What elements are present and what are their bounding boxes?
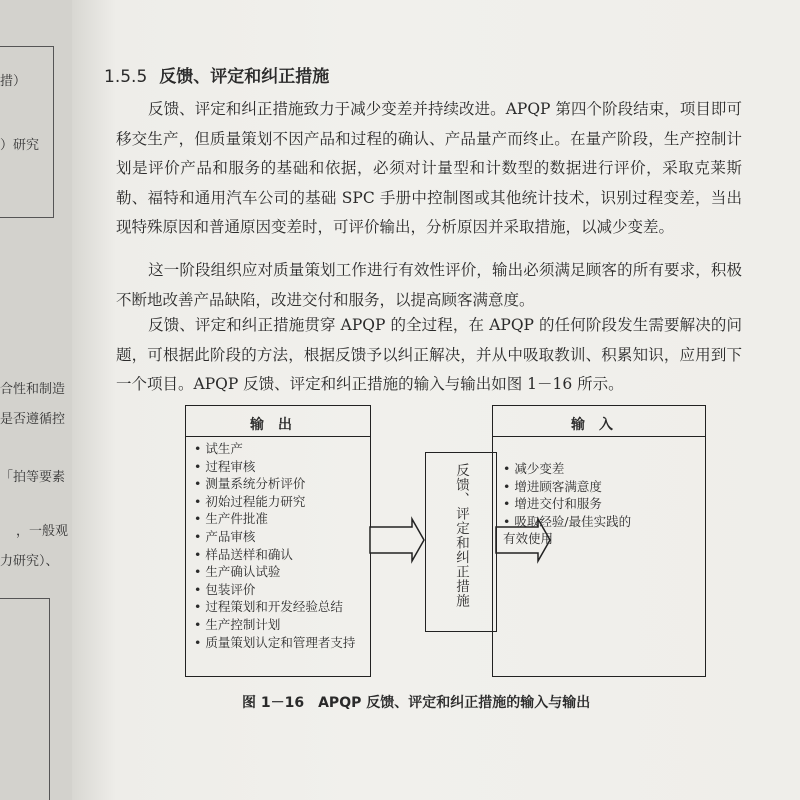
adjacent-page xyxy=(0,0,73,800)
figure-1-16 xyxy=(72,0,800,800)
output-list-item: • 初始过程能力研究 xyxy=(194,493,370,511)
output-list-item: • 测量系统分析评价 xyxy=(194,475,370,493)
adjacent-page-fragment: 力研究）、 xyxy=(0,554,59,569)
flow-arrows xyxy=(72,0,800,800)
feedback-box-label: 反馈、评定和纠正措施 xyxy=(453,463,469,608)
adjacent-page-fragment: ）研究 xyxy=(0,138,40,153)
figure-caption: 图 1－16 APQP 反馈、评定和纠正措施的输入与输出 xyxy=(242,695,591,711)
adjacent-page-fragment: 合性和制造 xyxy=(0,382,66,397)
output-list-item: • 过程策划和开发经验总结 xyxy=(194,598,370,616)
adjacent-page-box xyxy=(0,46,54,218)
paragraph: 反馈、评定和纠正措施贯穿 APQP 的全过程，在 APQP 的任何阶段发生需要解决的问题，可根据此阶段的方法，根据反馈予以纠正解决，并从中吸取教训、积累知识，应用到下一个项目。APQP 反馈、评定和纠正措施的输入与输出如图 1－16 所示。 xyxy=(116,316,742,393)
input-box-title: 输入 xyxy=(571,417,627,433)
output-list-item: • 生产控制计划 xyxy=(194,616,370,634)
input-list-item: • 减少变差 xyxy=(503,460,635,478)
input-list-item: • 增进顾客满意度 xyxy=(503,478,635,496)
output-list-item: • 过程审核 xyxy=(194,458,370,476)
output-list-item: • 产品审核 xyxy=(194,528,370,546)
section-title: 反馈、评定和纠正措施 xyxy=(159,67,330,87)
output-list-item: • 试生产 xyxy=(194,440,370,458)
adjacent-page-fragment: 是否遵循控 xyxy=(0,412,66,427)
paragraph: 这一阶段组织应对质量策划工作进行有效性评价，输出必须满足顾客的所有要求，积极不断地改善产品缺陷，改进交付和服务，以提高顾客满意度。 xyxy=(116,261,742,309)
arrow-to-feedback xyxy=(370,519,424,561)
adjacent-page-box xyxy=(0,598,50,800)
output-list-item: • 质量策划认定和管理者支持 xyxy=(194,634,370,652)
adjacent-page-fragment: 措） xyxy=(0,74,27,89)
output-list-item: • 生产件批准 xyxy=(194,510,370,528)
section-number: 1.5.5 xyxy=(104,67,148,87)
output-box-title: 输出 xyxy=(250,417,306,433)
book-page xyxy=(72,0,800,800)
output-list-item: • 样品送样和确认 xyxy=(194,546,370,564)
input-list-item: • 增进交付和服务 xyxy=(503,495,635,513)
output-list-item: • 包装评价 xyxy=(194,581,370,599)
feedback-box xyxy=(425,452,497,632)
output-list-item: • 生产确认试验 xyxy=(194,563,370,581)
input-list xyxy=(503,460,635,548)
adjacent-page-fragment: ，一般观 xyxy=(16,524,69,539)
paragraph: 反馈、评定和纠正措施致力于减少变差并持续改进。APQP 第四个阶段结束，项目即可移交生产，但质量策划不因产品和过程的确认、产品量产而终止。在量产阶段，生产控制计划是评价产品和服务的基础和依据，必须对计量型和计数型的数据进行评价，采取克莱斯勒、福特和通用汽车公司的基础 SPC 手册中控制图或其他统计技术，识别过程变差，当出现特殊原因和普通原因变差时，可评价输出，分析原因并采取措施，以减少变差。 xyxy=(116,100,742,236)
input-box xyxy=(492,405,706,677)
input-list-item: • 吸取经验/最佳实践的有效使用 xyxy=(503,513,635,548)
adjacent-page-fragment: 「拍等要素 xyxy=(0,470,66,485)
input-box-divider xyxy=(493,436,705,437)
